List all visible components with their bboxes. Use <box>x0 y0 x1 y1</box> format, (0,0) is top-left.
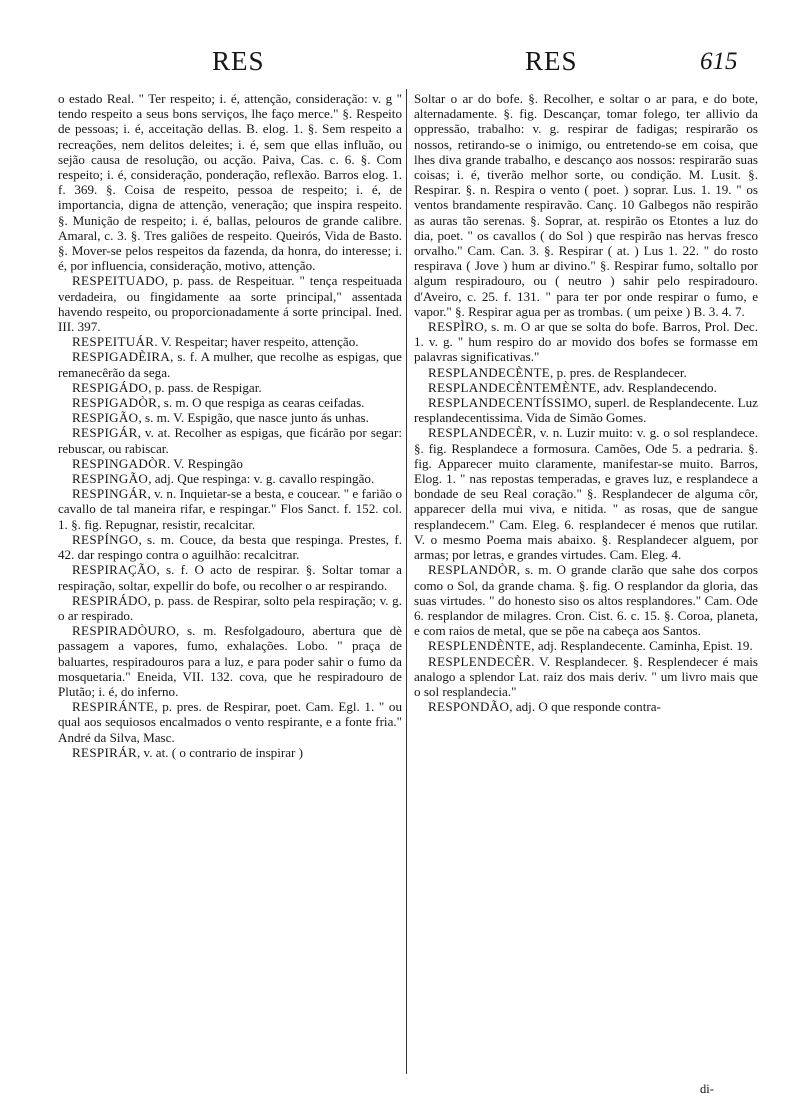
entry-body: , p. pass. de Respigar. <box>148 379 262 395</box>
left-column <box>58 91 402 760</box>
dictionary-entry <box>414 380 758 395</box>
entry-headword: RESPIRADÒURO <box>72 623 177 639</box>
dictionary-entry <box>414 365 758 380</box>
dictionary-entry <box>58 486 402 532</box>
dictionary-entry <box>414 91 758 319</box>
entry-body: , v. at. ( o contrario de inspirar ) <box>136 744 304 760</box>
entry-headword: RESPIGÁDO <box>72 379 149 395</box>
entry-headword: RESPINGADÒR <box>72 455 167 471</box>
entry-body: , adv. Resplandecendo. <box>596 379 717 395</box>
entry-body: , v. n. Inquietar-se a besta, e coucear. " e farião o cavallo de tal maneira rifar, e respingar." Flos Sanct. f. 152. col. 1. §. fig. Repugnar, resistir, recalcitar. <box>58 486 402 532</box>
entry-headword: RESPONDÃO <box>428 699 510 715</box>
entry-headword: RESPLANDÒR <box>428 562 517 578</box>
dictionary-entry <box>58 623 402 699</box>
dictionary-entry <box>414 654 758 700</box>
entry-body: , superl. de Resplandecente. Luz resplandecentissima. Vida de Simão Gomes. <box>414 395 758 426</box>
page-number: 615 <box>700 48 738 75</box>
entry-body: , v. at. Recolher as espigas, que ficárão por segar: rebuscar, ou rabiscar. <box>58 425 402 456</box>
dictionary-entry <box>58 380 402 395</box>
dictionary-entry <box>414 699 758 714</box>
dictionary-entry <box>58 745 402 760</box>
dictionary-entry <box>58 532 402 562</box>
entry-body: , adj. Resplandecente. Caminha, Epist. 19. <box>531 638 753 654</box>
right-column <box>414 91 758 714</box>
entry-body: , p. pass. de Respirar, solto pela respiração; v. g. o ar respirado. <box>58 592 402 623</box>
column-divider <box>406 89 407 1074</box>
entry-headword: RESPLANDECÈNTE <box>428 364 551 380</box>
entry-headword: RESPIRÁDO <box>72 592 148 608</box>
dictionary-entry <box>414 319 758 365</box>
entry-headword: RESPÍNGO <box>72 531 139 547</box>
entry-body: , s. m. O grande clarão que sahe dos corpos como o Sol, da grande chama. §. fig. O resplandor da gloria, das suas virtudes. " do honesto siso os altos resplandores." Cam. Ode 6. resplandor de milagres. Cron. Cist. 6. c. 15. §. Coroa, planeta, e com raios de metal, que se põe na cabeça aos Santos. <box>414 562 758 639</box>
entry-headword: RESPINGÃO <box>72 471 149 487</box>
left-running-head: RES <box>212 46 265 76</box>
dictionary-entry <box>58 349 402 379</box>
entry-headword: RESPIGÁR <box>72 425 138 441</box>
entry-body: , adj. Que respinga: v. g. cavallo respingão. <box>148 471 375 487</box>
dictionary-entry <box>58 562 402 592</box>
entry-body: . V. Respeitar; haver respeito, attenção. <box>154 334 359 350</box>
entry-body: , s. f. A mulher, que recolhe as espigas, que remanecêrão da sega. <box>58 349 402 380</box>
entry-body: , s. f. O acto de respirar. §. Soltar tomar a respiração, soltar, expellir do bofe, ou recolher o ar respirando. <box>58 562 402 593</box>
entry-body: , v. n. Luzir muito: v. g. o sol resplandece. §. fig. Resplandece a formosura. Camões, Ode 5. a pedraria. §. fig. Apparecer muito claramente, manifestar-se muito. Barros, Elog. 1. " nas repostas temperadas, e graves luz, e resplandece a bondade de seu Real coração." §. Resplandecer de alguma côr, apparecer della mui viva, e nitida. " as rosas, que de sangue resplandecem." Cam. Eleg. 6. resplandecer é menos que rutilar. V. o mesmo Poema mais abaixo. §. Resplandecer alguem, por armas; por letras, e grandes virtudes. Cam. Eleg. 4. <box>414 425 758 563</box>
dictionary-entry <box>58 395 402 410</box>
dictionary-entry <box>58 334 402 349</box>
entry-headword: RESPEITUÁR <box>72 334 155 350</box>
dictionary-entry <box>58 699 402 745</box>
entry-body: . V. Resplandecer. §. Resplendecer é mais analogo a splendor Lat. raiz dos mais deriv. " um livro mais que o sol resplandecia." <box>414 653 758 699</box>
entry-headword: RESPIGADÒR <box>72 395 158 411</box>
dictionary-entry <box>58 410 402 425</box>
entry-body: o estado Real. " Ter respeito; i. é, attenção, consideração: v. g " tendo respeito a seus bons serviços, lhe faço merce." §. Respeito de pessoas; i. é, acceitação dellas. B. elog. 1. §. Sem respeito a recreações, nem delitos deleites; i. é, sem que ellas influão, ou sejão causa de resolução, ou acção. Paiva, Cas. c. 6. §. Com respeito; i. é, consideração, ponderação, reflexão. Barros elog. 1. f. 369. §. Coisa de respeito, pessoa de respeito; i. é, de importancia, digna de attenção, veneração; que inspira respeito. §. Munição de respeito; i. é, ballas, pelouros de grande calibre. Amaral, c. 3. §. Tres galiões de respeito. Queirós, Vida de Basto. §. Mover-se pelos respeitos da fazenda, da honra, do interesse; i. é, por influencia, consideração, motivo, attenção. <box>58 91 402 274</box>
dictionary-entry <box>58 91 402 273</box>
entry-body: , p. pres. de Resplandecer. <box>550 364 687 380</box>
dictionary-entry <box>58 593 402 623</box>
entry-body: . V. Respingão <box>166 455 243 471</box>
entry-headword: RESPINGÁR <box>72 486 148 502</box>
entry-headword: RESPIRÁNTE <box>72 699 155 715</box>
entry-headword: RESPIRÁR <box>72 744 137 760</box>
right-running-head: RES <box>525 46 578 76</box>
entry-body: , s. m. Resfolgadouro, abertura que dè passagem a vapores, fumo, exhalações. Lobo. " praça de baluartes, respiradouros para a luz, e para poder sahir o fumo da mosquetaria." Eneida, VII. 132. cova, que he respiradouro de Plutão; i. é, do inferno. <box>58 623 402 699</box>
dictionary-entry <box>58 273 402 334</box>
entry-headword: RESPÌRO <box>428 319 484 335</box>
entry-body: , s. m. O que respiga as cearas ceifadas. <box>157 395 365 411</box>
entry-body: , p. pass. de Respeituar. " tença respeituada verdadeira, ou fingidamente aa sorte principal," assentada havendo respeito, ou proporcionadamente á sorte principal. Ined. III. 397. <box>58 273 402 335</box>
entry-headword: RESPLANDECENTÍSSIMO <box>428 395 588 411</box>
entry-body: Soltar o ar do bofe. §. Recolher, e soltar o ar para, e do bote, alternadamente. §. fig. Descançar, tomar folego, ter allivio da oppressão, trabalho: v. g. respirar de fadigas; respirarão os nossos, retirando-se o inimigo, ou entretendo-se em coisa, que lhes diva grande trabalho, e descanço aos nossos: respirarão suas coisas; i. é, tiverão melhor sorte, ou condição. M. Lusit. §. Respirar. §. n. Respira o vento ( poet. ) soprar. Lus. 1. 19. " os ventos brandamente respiravão. Canç. 10 Galbegos não respirão as auras tão serenas. §. Soprar, at. respirão os Etontes a luz do dia, poet. " os cavallos ( do Sol ) que respirão nas hervas fresco orvalho." Cam. Can. 3. §. Respirar ( at. ) Lus 1. 22. " do rosto respirava ( Jove ) hum ar divino." §. Respirar fumo, soltallo por algum respiradouro, ou ( neutro ) sahir pelo respiradouro. d'Aveiro, c. 25. f. 131. " para ter por onde respirar o fumo, e vapor." §. Respirar agua per as trombas. ( um peixe ) B. 3. 4. 7. <box>414 91 758 319</box>
dictionary-entry <box>414 395 758 425</box>
dictionary-entry <box>414 425 758 562</box>
dictionary-entry <box>58 471 402 486</box>
entry-headword: RESPIGADÈIRA <box>72 349 171 365</box>
dictionary-entry <box>414 562 758 638</box>
entry-body: , s. m. V. Espigão, que nasce junto ás unhas. <box>138 410 369 426</box>
entry-headword: RESPIGÃO <box>72 410 139 426</box>
catchword: di- <box>700 1082 714 1096</box>
entry-headword: RESPLANDECÈR <box>428 425 533 441</box>
entry-body: , s. m. O ar que se solta do bofe. Barros, Prol. Dec. 1. v. g. " hum respiro do ar movido dos bofes se formasse em palavras significativas." <box>414 319 758 365</box>
entry-headword: RESPIRAÇÃO <box>72 562 157 578</box>
entry-headword: RESPLENDÈNTE <box>428 638 532 654</box>
entry-body: , s. m. Couce, da besta que respinga. Prestes, f. 42. dar respingo contra o aguilhão: recalcitrar. <box>58 531 402 563</box>
dictionary-entry <box>58 425 402 455</box>
running-header <box>0 46 804 86</box>
entry-body: , p. pres. de Respirar, poet. Cam. Egl. 1. " ou qual aos sequiosos encalmados o vento respirante, e a fonte fria." André da Silva, Masc. <box>58 699 402 745</box>
entry-headword: RESPLANDECÈNTEMÈNTE <box>428 379 597 395</box>
entry-body: , adj. O que responde contra- <box>509 699 661 715</box>
dictionary-entry <box>414 638 758 653</box>
dictionary-entry <box>58 456 402 471</box>
entry-headword: RESPEITUADO <box>72 273 165 289</box>
entry-headword: RESPLENDECÈR <box>428 653 532 669</box>
